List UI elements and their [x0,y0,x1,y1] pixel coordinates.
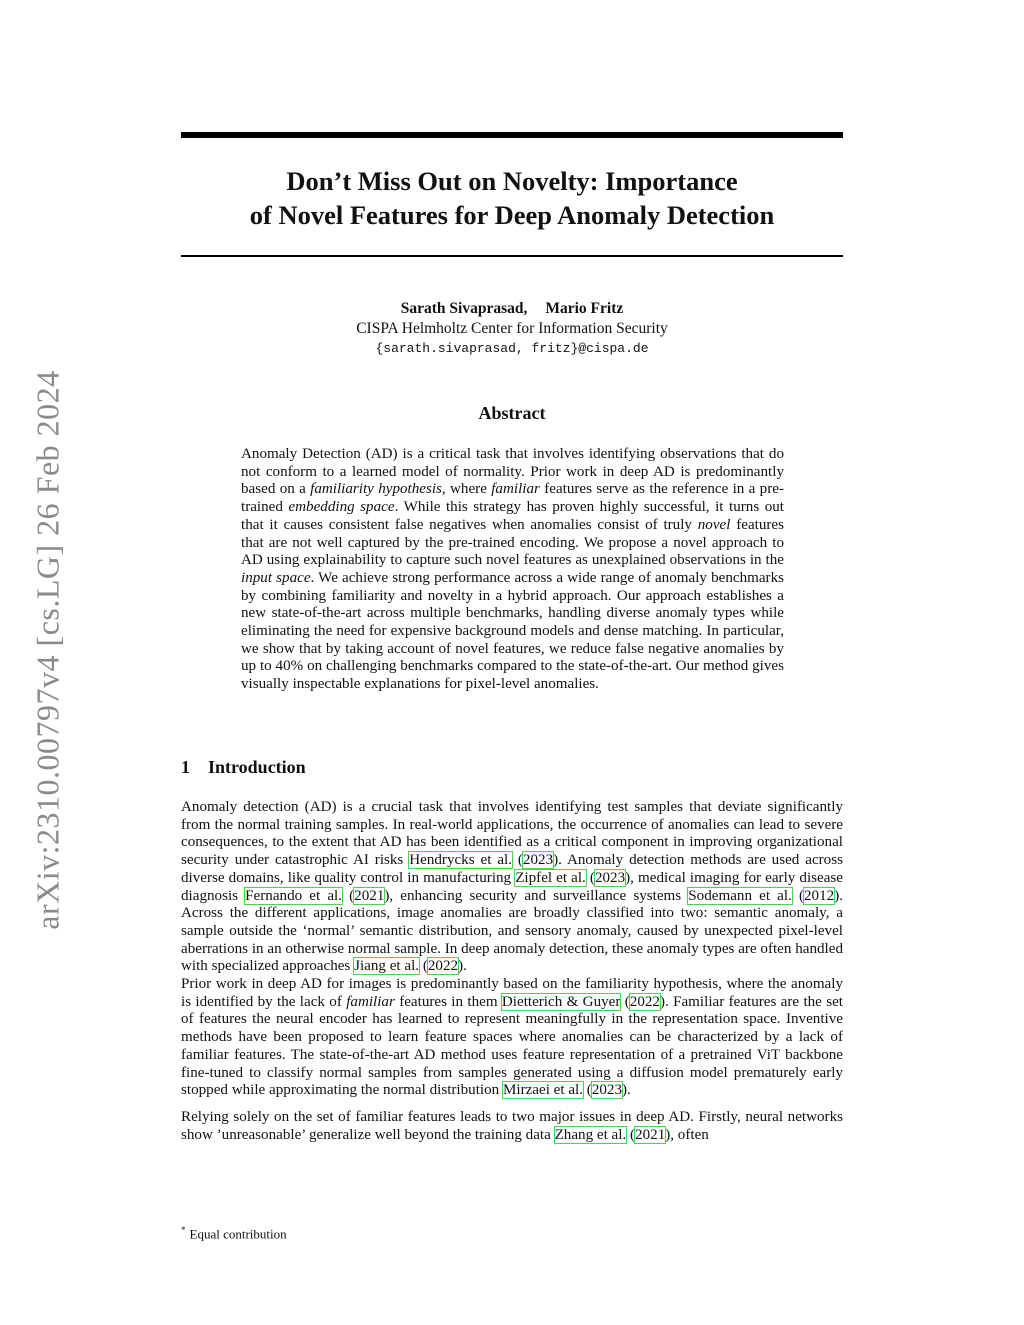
arxiv-identifier-stamp: arXiv:2310.00797v4 [cs.LG] 26 Feb 2024 [29,370,66,930]
footnote-text: Equal contribution [189,1226,287,1242]
section-title: Introduction [208,757,306,777]
intro-paragraph-2: Prior work in deep AD for images is predominantly based on the familiarity hypothesis, where the anomaly is identified by the lack of familiar features in them Dietterich & Guyer (2022). Familiar features are the set of features the neural encoder has learned to represent meaningfully in the representation space. Inventive methods have been proposed to learn feature spaces where anomalies can be characterized by a lack of familiar features. The state-of-the-art AD method uses feature representation of a pretrained ViT backbone fine-tuned to classify normal samples from samples generated using a diffusion model prematurely early stopped while approximating the normal distribution Mirzaei et al. (2023). [181,976,843,1099]
citation-link[interactable]: Jiang et al. [354,958,420,975]
citation-link[interactable]: Dietterich & Guyer [501,993,621,1010]
introduction-body [181,799,843,1144]
citation-link[interactable]: Zipfel et al. [515,869,586,886]
title-top-rule [181,132,843,138]
footnote [181,1225,287,1242]
affiliation: CISPA Helmholtz Center for Information Security [356,320,668,337]
intro-paragraph-3: Relying solely on the set of familiar features leads to two major issues in deep AD. Firstly, neural networks show ’unreasonable’ generalize well beyond the training data Zhang et al. (2021), often [181,1108,843,1143]
section-number: 1 [181,757,190,777]
abstract-heading: Abstract [478,403,546,423]
author-block [181,299,843,359]
section-heading-introduction [181,757,306,778]
citation-year-link[interactable]: 2023 [522,852,554,869]
title-bottom-rule [181,255,843,257]
title-line-1: Don’t Miss Out on Novelty: Importance [286,166,738,196]
citation-year-link[interactable]: 2023 [594,869,626,886]
abstract-body: Anomaly Detection (AD) is a critical task that involves identifying observations that do not conform to a learned model of normality. Prior work in deep AD is predominantly based on a familiarity hypothesis, where familiar features serve as the reference in a pre-trained embedding space. While this strategy has proven highly successful, it turns out that it causes consistent false negatives when anomalies consist of truly novel features that are not well captured by the pre-trained encoding. We propose a novel approach to AD using explainability to capture such novel features as unexplained observations in the input space. We achieve strong performance across a wide range of anomaly benchmarks by combining familiarity and novelty in a hybrid approach. Our approach establishes a new state-of-the-art across multiple benchmarks, handling diverse anomaly types while eliminating the need for expensive background models and dense matching. In particular, we show that by taking account of novel features, we reduce false negative anomalies by up to 40% on challenging benchmarks compared to the state-of-the-art. Our method gives visually inspectable explanations for pixel-level anomalies. [241,446,785,693]
paper-title [181,164,843,232]
citation-year-link[interactable]: 2021 [635,1126,666,1143]
author-1: Sarath Sivaprasad, [400,300,528,317]
citation-year-link[interactable]: 2021 [354,887,385,904]
intro-paragraph-1: Anomaly detection (AD) is a crucial task that involves identifying test samples that deviate significantly from the normal training samples. In real-world applications, the occurrence of anomalies can lead to severe consequences, to the extent that AD has been identified as a critical component in improving organizational security under catastrophic AI risks Hendrycks et al. (2023). Anomaly detection methods are used across diverse domains, like quality control in manufacturing Zipfel et al. (2023), medical imaging for early disease diagnosis Fernando et al. (2021), enhancing security and surveillance systems Sodemann et al. (2012). Across the different applications, image anomalies are broadly classified into two: semantic anomaly, a sample outside the ‘normal’ semantic distribution, and sensory anomaly, caused by unexpected pixel-level aberrations in an otherwise normal sample. In deep anomaly detection, these anomaly types are often handled with specialized approaches Jiang et al. (2022). [181,799,843,975]
footnote-marker: * [181,1225,186,1235]
citation-link[interactable]: Hendrycks et al. [409,852,512,869]
citation-year-link[interactable]: 2022 [629,993,660,1010]
citation-year-link[interactable]: 2022 [427,958,459,975]
citation-year-link[interactable]: 2023 [591,1082,622,1099]
citation-link[interactable]: Zhang et al. [554,1126,627,1143]
citation-link[interactable]: Sodemann et al. [688,887,792,904]
citation-link[interactable]: Mirzaei et al. [502,1082,583,1099]
title-line-2: of Novel Features for Deep Anomaly Detection [249,200,775,230]
citation-year-link[interactable]: 2012 [804,887,835,904]
author-email: {sarath.sivaprasad, fritz}@cispa.de [375,341,649,356]
author-2: Mario Fritz [545,300,624,317]
author-names [181,299,843,319]
citation-link[interactable]: Fernando et al. [245,887,342,904]
